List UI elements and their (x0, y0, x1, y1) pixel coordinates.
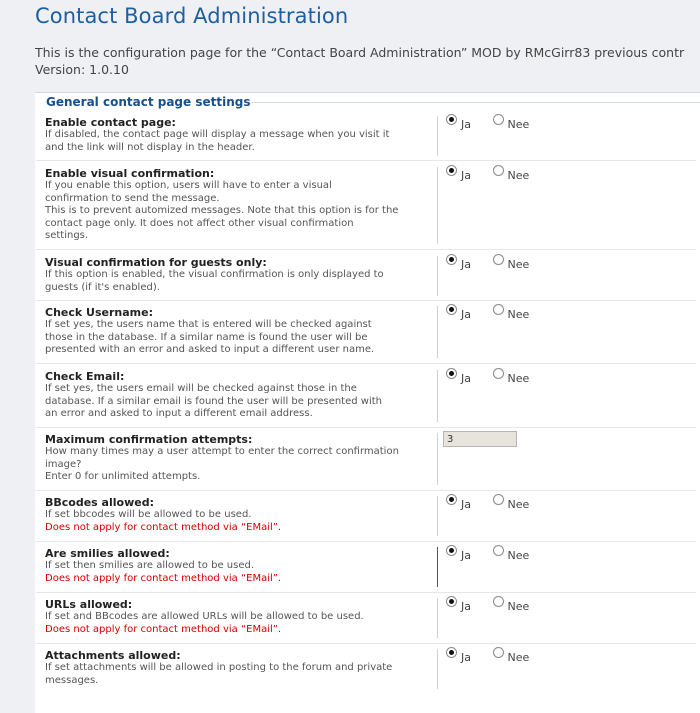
desc-line: If set yes, the users email will be checked against those in the (45, 383, 357, 394)
desc-line: guests (if it's enabled). (45, 281, 160, 293)
radio-no-label: Nee (507, 372, 530, 385)
setting-name: Maximum confirmation attempts: (45, 433, 253, 446)
radio-yes[interactable] (446, 257, 471, 271)
radio-checked-icon[interactable] (446, 368, 457, 379)
fieldset-legend: General contact page settings (46, 95, 251, 109)
radio-no[interactable] (493, 650, 530, 664)
radio-yes-label: Ja (461, 308, 471, 321)
row-separator (36, 300, 696, 301)
radio-group (446, 599, 547, 613)
setting-description (45, 611, 437, 636)
desc-line: those in the database. If a similar name is found the user will be (45, 331, 368, 343)
setting-description (45, 269, 437, 294)
desc-line: If set bbcodes will be allowed to be used. (45, 509, 252, 520)
setting-smilies-allowed (45, 547, 695, 587)
radio-no[interactable] (493, 307, 530, 321)
radio-unchecked-icon[interactable] (493, 165, 504, 176)
setting-label-cell (45, 547, 438, 587)
radio-no-label: Nee (507, 600, 530, 613)
radio-yes[interactable] (446, 371, 471, 385)
setting-visual-confirmation-guests (45, 256, 695, 296)
radio-group (446, 168, 547, 182)
radio-no-label: Nee (507, 651, 530, 664)
setting-check-username (45, 306, 695, 358)
setting-description (45, 560, 437, 585)
desc-line: If you enable this option, users will have to enter a visual (45, 180, 332, 191)
row-separator (36, 363, 696, 364)
desc-line: This is to prevent automized messages. Note that this option is for the (45, 205, 399, 216)
intro-text: This is the configuration page for the “Contact Board Administration” MOD by RMcGirr83 previous contr (35, 45, 685, 60)
radio-yes[interactable] (446, 117, 471, 131)
setting-check-email (45, 370, 695, 422)
radio-yes-label: Ja (461, 372, 471, 385)
setting-name: Enable contact page: (45, 116, 176, 129)
radio-checked-icon[interactable] (446, 254, 457, 265)
radio-checked-icon[interactable] (446, 647, 457, 658)
desc-line: and the link will not display in the header. (45, 141, 255, 153)
setting-description (45, 319, 437, 357)
radio-yes-label: Ja (461, 169, 471, 182)
setting-label-cell (45, 167, 438, 244)
radio-group (446, 497, 547, 511)
radio-checked-icon[interactable] (446, 114, 457, 125)
radio-yes[interactable] (446, 548, 471, 562)
radio-yes-label: Ja (461, 600, 471, 613)
setting-label-cell (45, 649, 438, 689)
version-text: Version: 1.0.10 (35, 62, 129, 77)
radio-yes[interactable] (446, 168, 471, 182)
desc-line: If set attachments will be allowed in posting to the forum and private (45, 662, 393, 673)
setting-label-cell (45, 496, 438, 536)
radio-yes-label: Ja (461, 258, 471, 271)
row-separator (36, 490, 696, 491)
radio-no[interactable] (493, 599, 530, 613)
radio-group (446, 117, 547, 131)
setting-name: Are smilies allowed: (45, 547, 170, 560)
radio-checked-icon[interactable] (446, 494, 457, 505)
radio-checked-icon[interactable] (446, 165, 457, 176)
setting-name: Check Email: (45, 370, 125, 383)
radio-no-label: Nee (507, 258, 530, 271)
radio-no-label: Nee (507, 169, 530, 182)
desc-line: presented with an error and asked to input a different user name. (45, 344, 375, 355)
setting-description (45, 662, 437, 687)
setting-name: Visual confirmation for guests only: (45, 256, 267, 269)
desc-line: If disabled, the contact page will display a message when you visit it (45, 129, 390, 140)
radio-yes[interactable] (446, 497, 471, 511)
setting-description (45, 180, 437, 243)
radio-unchecked-icon[interactable] (493, 596, 504, 607)
radio-unchecked-icon[interactable] (493, 114, 504, 125)
setting-label-cell (45, 370, 438, 422)
radio-no[interactable] (493, 168, 530, 182)
desc-line: messages. (45, 674, 99, 686)
radio-unchecked-icon[interactable] (493, 304, 504, 315)
radio-yes-label: Ja (461, 118, 471, 131)
setting-description (45, 509, 437, 534)
radio-yes-label: Ja (461, 549, 471, 562)
radio-unchecked-icon[interactable] (493, 545, 504, 556)
setting-description (45, 129, 437, 154)
radio-yes-label: Ja (461, 498, 471, 511)
page-title: Contact Board Administration (35, 4, 349, 28)
row-separator (36, 249, 696, 250)
radio-group (446, 548, 547, 562)
radio-unchecked-icon[interactable] (493, 254, 504, 265)
setting-description (45, 383, 437, 421)
desc-line: Enter 0 for unlimited attempts. (45, 471, 201, 482)
setting-label-cell (45, 256, 438, 296)
radio-group (446, 257, 547, 271)
radio-no[interactable] (493, 497, 530, 511)
radio-yes[interactable] (446, 650, 471, 664)
setting-name: Attachments allowed: (45, 649, 181, 662)
radio-group (446, 650, 547, 664)
row-separator (36, 541, 696, 542)
setting-label-cell (45, 116, 438, 156)
setting-bbcodes-allowed (45, 496, 695, 536)
radio-no[interactable] (493, 371, 530, 385)
max-attempts-input[interactable] (443, 431, 517, 447)
radio-checked-icon[interactable] (446, 596, 457, 607)
setting-max-confirmation-attempts (45, 433, 695, 485)
radio-unchecked-icon[interactable] (493, 494, 504, 505)
setting-enable-contact-page (45, 116, 695, 156)
setting-note: Does not apply for contact method via “EMail”. (45, 623, 282, 635)
setting-label-cell (45, 433, 438, 485)
row-separator (36, 160, 696, 161)
radio-checked-icon[interactable] (446, 304, 457, 315)
desc-line: confirmation to send the message. (45, 192, 220, 204)
radio-group (446, 371, 547, 385)
radio-checked-icon[interactable] (446, 545, 457, 556)
desc-line: If set and BBcodes are allowed URLs will be allowed to be used. (45, 611, 364, 622)
radio-no-label: Nee (507, 549, 530, 562)
setting-description (45, 446, 437, 484)
setting-visual-confirmation (45, 167, 695, 244)
desc-line: If this option is enabled, the visual confirmation is only displayed to (45, 269, 384, 280)
radio-group (446, 307, 547, 321)
setting-name: Enable visual confirmation: (45, 167, 215, 180)
row-separator (36, 427, 696, 428)
desc-line: database. If a similar email is found the user will be presented with (45, 395, 383, 407)
radio-yes-label: Ja (461, 651, 471, 664)
desc-line: image? (45, 458, 82, 470)
setting-note: Does not apply for contact method via “EMail”. (45, 521, 282, 533)
radio-unchecked-icon[interactable] (493, 647, 504, 658)
radio-no[interactable] (493, 257, 530, 271)
radio-no[interactable] (493, 117, 530, 131)
row-separator (36, 643, 696, 644)
desc-line: settings. (45, 230, 89, 241)
desc-line: How many times may a user attempt to enter the correct confirmation (45, 446, 399, 457)
radio-unchecked-icon[interactable] (493, 368, 504, 379)
radio-no-label: Nee (507, 118, 530, 131)
setting-label-cell (45, 306, 438, 358)
radio-yes[interactable] (446, 599, 471, 613)
radio-no[interactable] (493, 548, 530, 562)
setting-note: Does not apply for contact method via “EMail”. (45, 572, 282, 584)
setting-urls-allowed (45, 598, 695, 638)
setting-name: BBcodes allowed: (45, 496, 154, 509)
desc-line: an error and asked to input a different email address. (45, 408, 313, 419)
setting-attachments-allowed (45, 649, 695, 689)
desc-line: If set yes, the users name that is entered will be checked against (45, 319, 372, 330)
desc-line: contact page only. It does not affect other visual confirmation (45, 217, 354, 229)
setting-label-cell (45, 598, 438, 638)
page-intro (35, 44, 700, 78)
desc-line: If set then smilies are allowed to be used. (45, 560, 254, 571)
radio-no-label: Nee (507, 498, 530, 511)
radio-yes[interactable] (446, 307, 471, 321)
setting-name: Check Username: (45, 306, 153, 319)
radio-no-label: Nee (507, 308, 530, 321)
setting-name: URLs allowed: (45, 598, 133, 611)
row-separator (36, 592, 696, 593)
